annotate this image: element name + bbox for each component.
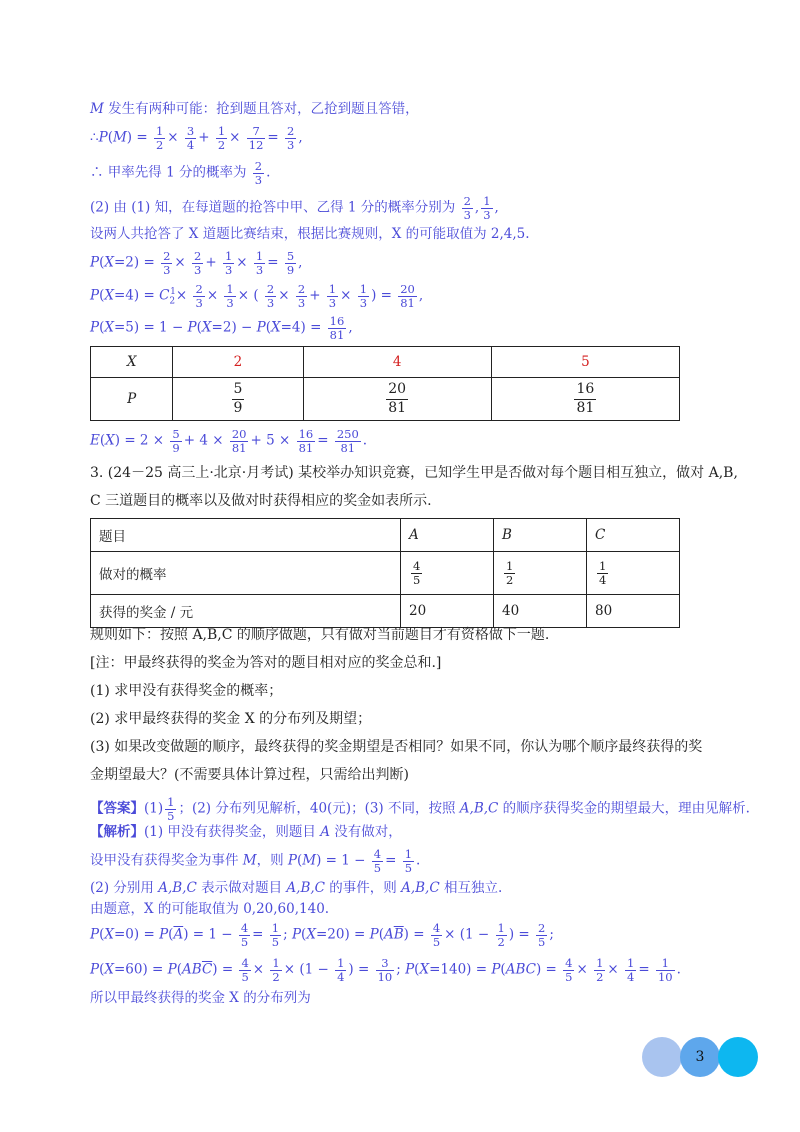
table2-reward: 40	[494, 595, 587, 628]
question-3-line-1: (3) 如果改变做题的顺序，最终获得的奖金期望是否相同？如果不同，你认为哪个顺序最终获得的奖	[90, 739, 703, 755]
answer-line: 【答案】(1) $\frac{1}{5}$ ；(2) 分布列见解析，40(元)；(3) 不同，按照 A,B,C 的顺序获得奖金的期望最大，理由见解析.	[90, 795, 750, 823]
table2-row-label: 做对的概率	[91, 552, 401, 595]
question-1: (1) 求甲没有获得奖金的概率；	[90, 683, 283, 699]
table1-prob: $\frac{16}{81}$	[491, 378, 679, 421]
table2-header: B	[494, 519, 587, 552]
table2-header: C	[587, 519, 680, 552]
analysis-line-7: 所以甲最终获得的奖金 X 的分布列为	[90, 990, 311, 1006]
decor-circle-left	[642, 1037, 682, 1077]
problem3-line-2: C 三道题目的概率以及做对时获得相应的奖金如表所示.	[90, 493, 432, 509]
px5-formula: P(X=5) = 1 − P(X=2) − P(X=4) = $\frac{16}{81}$ ,	[90, 314, 353, 342]
table1-header-x: X	[91, 347, 173, 378]
analysis-line-6: $P(X=60) = P(AB\overline{C})$ = $\frac{4}{5}$ × $\frac{1}{2}$ × (1 − $\frac{1}{4}$ ) = $\frac{3}{10}$ ; P(X=140) = P(ABC) = $\frac{4}{5}$ × $\frac{1}{2}$ × $\frac{1}{4}$ = $\frac{1}{10}$ .	[90, 956, 681, 984]
table2-header: A	[401, 519, 494, 552]
analysis-line-5: $P(X=0) = P(\overline{A}) = 1$ − $\frac{4}{5}$ = $\frac{1}{5}$ ; $P(X=20) = P(A\overline{B})$ = $\frac{4}{5}$ × (1 − $\frac{1}{2}$ ) = $\frac{2}{5}$ ;	[90, 921, 554, 949]
table2-reward: 80	[587, 595, 680, 628]
table1-value: 2	[173, 347, 303, 378]
solution-line-3: ∴ 甲率先得 1 分的概率为 $\frac{2}{3}$ .	[90, 159, 271, 187]
table1-header-p: P	[91, 378, 173, 421]
analysis-line-2: 设甲没有获得奖金为事件 M，则 P(M) = 1 − $\frac{4}{5}$ = $\frac{1}{5}$ .	[90, 847, 421, 875]
answer-tag: 【答案】	[90, 800, 144, 817]
expectation-formula: E(X) = 2 × $\frac{5}{9}$ + 4 × $\frac{20}{81}$ + 5 × $\frac{16}{81}$ = $\frac{250}{81}$ .	[90, 427, 368, 455]
solution-line-4: (2) 由 (1) 知，在每道题的抢答中甲、乙得 1 分的概率分别为 $\frac{2}{3}$ , $\frac{1}{3}$ ,	[90, 194, 499, 222]
solution-line-5: 设两人共抢答了 X 道题比赛结束，根据比赛规则，X 的可能取值为 2,4,5.	[90, 226, 530, 242]
table1-value: 5	[491, 347, 679, 378]
table2-reward: 20	[401, 595, 494, 628]
px2-formula: P(X=2) = $\frac{2}{3}$ × $\frac{2}{3}$ + $\frac{1}{3}$ × $\frac{1}{3}$ = $\frac{5}{9}$ ,	[90, 249, 303, 277]
table2-row-label: 获得的奖金 / 元	[91, 595, 401, 628]
analysis-line-3: (2) 分别用 A,B,C 表示做对题目 A,B,C 的事件，则 A,B,C 相互独立.	[90, 880, 503, 896]
analysis-line-1: 【解析】(1) 甲没有获得奖金，则题目 A 没有做对，	[90, 824, 402, 840]
decor-circle-right	[718, 1037, 758, 1077]
table2-prob: $\frac{1}{4}$	[587, 552, 680, 595]
table1-prob: $\frac{5}{9}$	[173, 378, 303, 421]
analysis-line-4: 由题意，X 的可能取值为 0,20,60,140.	[90, 901, 330, 917]
page-number: 3	[680, 1037, 720, 1077]
solution-line-1: M 发生有两种可能：抢到题且答对，乙抢到题且答错，	[90, 101, 419, 117]
reward-table	[90, 518, 680, 628]
rules-text: 规则如下：按照 A,B,C 的顺序做题，只有做对当前题目才有资格做下一题.	[90, 627, 550, 643]
note-text: [注：甲最终获得的奖金为答对的题目相对应的奖金总和.]	[90, 655, 442, 671]
px4-formula: $P(X=4) = C_2^1\times$ $\frac{2}{3}$ × $\frac{1}{3}$ × ( $\frac{2}{3}$ × $\frac{2}{3}$ + $\frac{1}{3}$ × $\frac{1}{3}$ ) = $\frac{20}{81}$ ,	[90, 282, 424, 310]
analysis-tag: 【解析】	[90, 824, 144, 840]
problem3-line-1: 3. (24－25 高三上·北京·月考试) 某校举办知识竞赛，已知学生甲是否做对每个题目相互独立，做对 A,B,	[90, 465, 738, 481]
question-2: (2) 求甲最终获得的奖金 X 的分布列及期望；	[90, 711, 372, 727]
table1-value: 4	[303, 347, 491, 378]
table1-prob: $\frac{20}{81}$	[303, 378, 491, 421]
question-3-line-2: 金期望最大？(不需要具体计算过程，只需给出判断)	[90, 767, 409, 783]
solution-line-2: ∴P(M) = $\frac{1}{2}$ × $\frac{3}{4}$ + $\frac{1}{2}$ × $\frac{7}{12}$ = $\frac{2}{3}$ ,	[90, 124, 303, 152]
table2-header: 题目	[91, 519, 401, 552]
table2-prob: $\frac{1}{2}$	[494, 552, 587, 595]
distribution-table-1	[90, 346, 680, 421]
table2-prob: $\frac{4}{5}$	[401, 552, 494, 595]
